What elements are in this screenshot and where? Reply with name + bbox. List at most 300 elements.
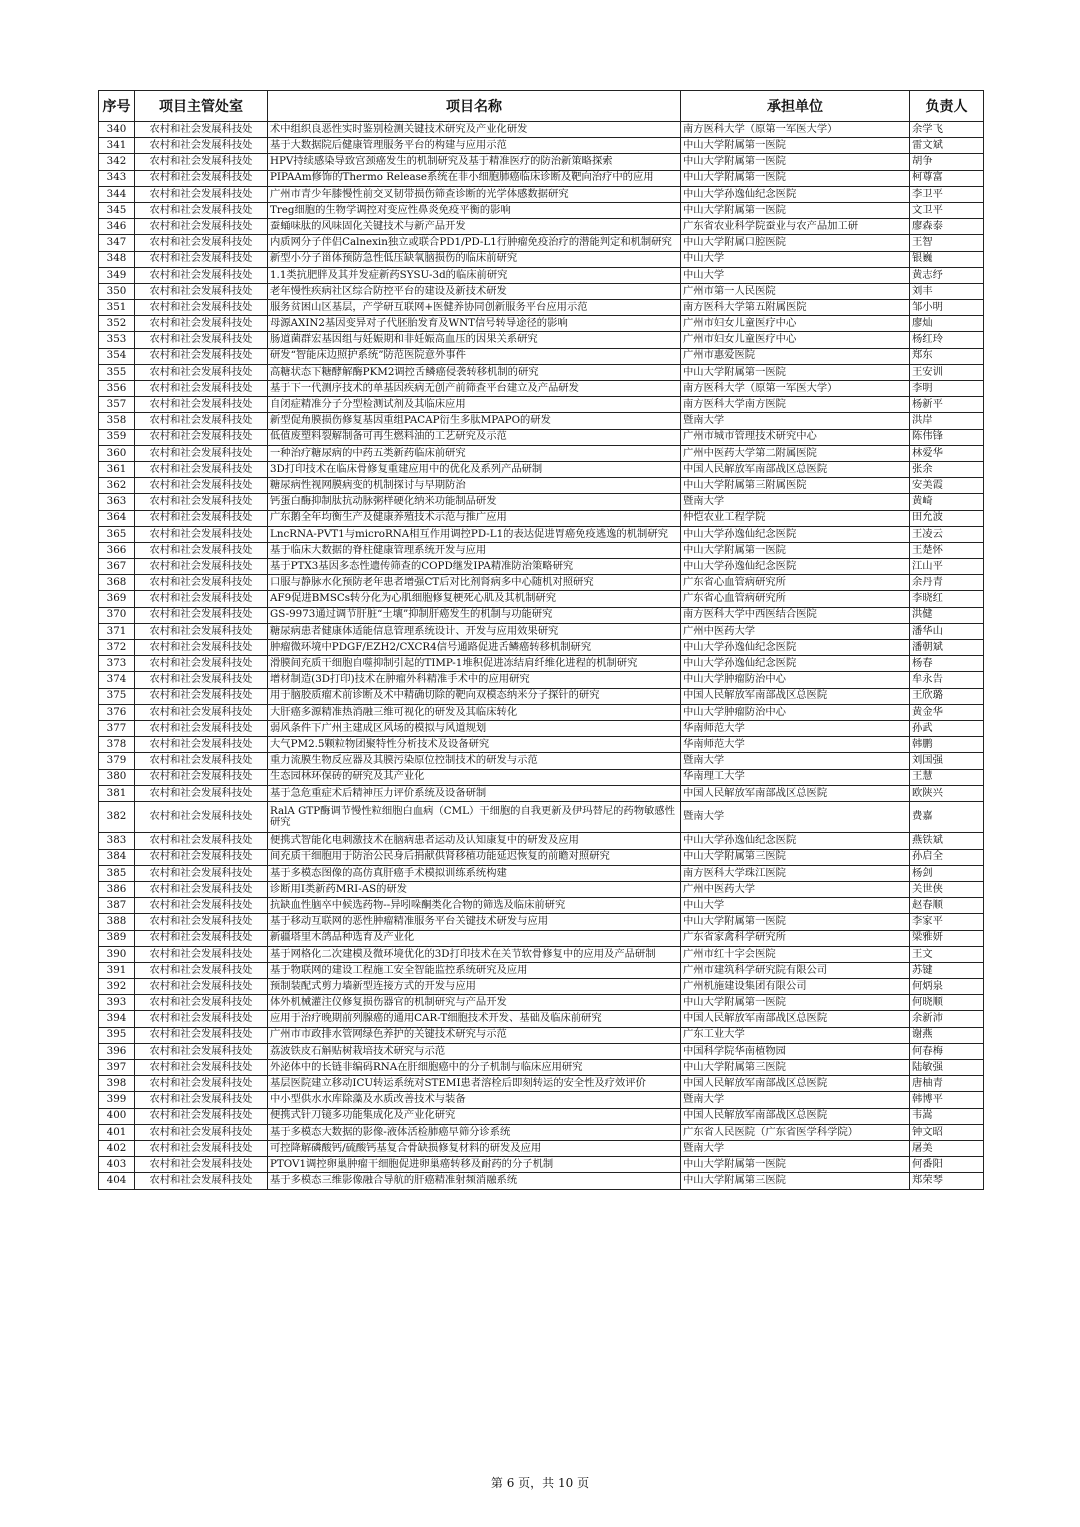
cell-dept: 农村和社会发展科技处	[135, 542, 268, 558]
cell-dept: 农村和社会发展科技处	[135, 591, 268, 607]
cell-dept: 农村和社会发展科技处	[135, 429, 268, 445]
cell-project-name: 服务贫困山区基层，产学研互联网+医健养协同创新服务平台应用示范	[268, 300, 681, 316]
table-row	[99, 1124, 984, 1140]
cell-organization: 南方医科大学（原第一军医大学）	[681, 122, 910, 138]
cell-organization: 广州市第一人民医院	[681, 283, 910, 299]
cell-project-name: 老年慢性疾病社区综合防控平台的建设及新技术研发	[268, 283, 681, 299]
cell-project-name: 基于物联网的建设工程施工安全智能监控系统研究及应用	[268, 962, 681, 978]
cell-seq: 383	[99, 833, 135, 849]
cell-leader: 苏键	[910, 962, 984, 978]
cell-seq: 349	[99, 267, 135, 283]
cell-project-name: 糖尿病性视网膜病变的机制探讨与早期防治	[268, 478, 681, 494]
cell-organization: 华南师范大学	[681, 737, 910, 753]
cell-dept: 农村和社会发展科技处	[135, 881, 268, 897]
table-row	[99, 737, 984, 753]
cell-seq: 393	[99, 995, 135, 1011]
cell-dept: 农村和社会发展科技处	[135, 154, 268, 170]
cell-organization: 中山大学附属第一医院	[681, 138, 910, 154]
cell-leader: 张余	[910, 461, 984, 477]
cell-dept: 农村和社会发展科技处	[135, 1157, 268, 1173]
cell-leader: 洪健	[910, 607, 984, 623]
cell-organization: 中山大学	[681, 267, 910, 283]
cell-leader: 刘国强	[910, 753, 984, 769]
cell-project-name: 大肝癌多源精准热消融三维可视化的研发及其临床转化	[268, 704, 681, 720]
cell-leader: 田允波	[910, 510, 984, 526]
cell-leader: 欧陕兴	[910, 785, 984, 801]
table-row	[99, 865, 984, 881]
table-row	[99, 914, 984, 930]
cell-dept: 农村和社会发展科技处	[135, 1140, 268, 1156]
cell-project-name: AF9促进BMSCs转分化为心肌细胞修复梗死心肌及其机制研究	[268, 591, 681, 607]
table-row	[99, 397, 984, 413]
cell-leader: 刘丰	[910, 283, 984, 299]
cell-leader: 赵春顺	[910, 898, 984, 914]
cell-organization: 中山大学附属第一医院	[681, 914, 910, 930]
cell-seq: 381	[99, 785, 135, 801]
header-organization: 承担单位	[681, 91, 910, 122]
cell-organization: 中山大学	[681, 251, 910, 267]
cell-organization: 中山大学孙逸仙纪念医院	[681, 640, 910, 656]
cell-leader: 何晓顺	[910, 995, 984, 1011]
cell-dept: 农村和社会发展科技处	[135, 1124, 268, 1140]
cell-seq: 370	[99, 607, 135, 623]
table-row	[99, 122, 984, 138]
cell-project-name: 基于临床大数据的脊柱健康管理系统开发与应用	[268, 542, 681, 558]
table-row	[99, 946, 984, 962]
cell-leader: 黄金华	[910, 704, 984, 720]
cell-organization: 广州中医药大学	[681, 881, 910, 897]
cell-organization: 中国人民解放军南部战区总医院	[681, 461, 910, 477]
cell-organization: 南方医科大学中西医结合医院	[681, 607, 910, 623]
cell-organization: 中山大学孙逸仙纪念医院	[681, 186, 910, 202]
cell-organization: 南方医科大学（原第一军医大学）	[681, 381, 910, 397]
table-row	[99, 785, 984, 801]
cell-seq: 345	[99, 202, 135, 218]
cell-seq: 346	[99, 219, 135, 235]
table-row	[99, 478, 984, 494]
cell-project-name: 3D打印技术在临床骨修复重建应用中的优化及系列产品研制	[268, 461, 681, 477]
cell-project-name: 高糖状态下糖酵解酶PKM2调控舌鳞癌侵袭转移机制的研究	[268, 364, 681, 380]
cell-leader: 洪岸	[910, 413, 984, 429]
table-row	[99, 316, 984, 332]
cell-seq: 356	[99, 381, 135, 397]
table-row	[99, 1043, 984, 1059]
cell-seq: 372	[99, 640, 135, 656]
cell-dept: 农村和社会发展科技处	[135, 930, 268, 946]
cell-dept: 农村和社会发展科技处	[135, 1173, 268, 1189]
page-footer: 第 6 页，共 10 页	[490, 1476, 590, 1490]
cell-leader: 胡争	[910, 154, 984, 170]
cell-organization: 广州中医药大学	[681, 623, 910, 639]
cell-project-name: PTOV1调控卵巢肿瘤干细胞促进卵巢癌转移及耐药的分子机制	[268, 1157, 681, 1173]
cell-organization: 暨南大学	[681, 413, 910, 429]
cell-dept: 农村和社会发展科技处	[135, 672, 268, 688]
cell-organization: 中山大学附属第一医院	[681, 154, 910, 170]
cell-dept: 农村和社会发展科技处	[135, 445, 268, 461]
cell-dept: 农村和社会发展科技处	[135, 251, 268, 267]
cell-organization: 中山大学附属第三医院	[681, 1060, 910, 1076]
cell-leader: 余丹青	[910, 575, 984, 591]
cell-seq: 352	[99, 316, 135, 332]
cell-project-name: 肿瘤微环境中PDGF/EZH2/CXCR4信号通路促进舌鳞癌转移机制研究	[268, 640, 681, 656]
cell-project-name: 基于多模态大数据的影像-液体活检肺癌早筛分诊系统	[268, 1124, 681, 1140]
cell-dept: 农村和社会发展科技处	[135, 575, 268, 591]
table-row	[99, 332, 984, 348]
cell-dept: 农村和社会发展科技处	[135, 413, 268, 429]
cell-seq: 343	[99, 170, 135, 186]
cell-project-name: 荔波铁皮石斛贴树栽培技术研究与示范	[268, 1043, 681, 1059]
cell-organization: 中山大学附属第一医院	[681, 995, 910, 1011]
cell-leader: 李晓红	[910, 591, 984, 607]
cell-organization: 南方医科大学珠江医院	[681, 865, 910, 881]
cell-leader: 王安训	[910, 364, 984, 380]
cell-organization: 广州市红十字会医院	[681, 946, 910, 962]
table-row	[99, 1140, 984, 1156]
cell-seq: 388	[99, 914, 135, 930]
cell-seq: 400	[99, 1108, 135, 1124]
cell-seq: 398	[99, 1076, 135, 1092]
cell-dept: 农村和社会发展科技处	[135, 865, 268, 881]
cell-leader: 潘华山	[910, 623, 984, 639]
header-leader: 负责人	[910, 91, 984, 122]
cell-dept: 农村和社会发展科技处	[135, 623, 268, 639]
cell-dept: 农村和社会发展科技处	[135, 526, 268, 542]
cell-dept: 农村和社会发展科技处	[135, 461, 268, 477]
cell-dept: 农村和社会发展科技处	[135, 801, 268, 833]
cell-project-name: 母源AXIN2基因变异对子代胚胎发育及WNT信号转导途径的影响	[268, 316, 681, 332]
cell-organization: 暨南大学	[681, 1140, 910, 1156]
cell-project-name: 术中组织良恶性实时鉴别检测关键技术研究及产业化研发	[268, 122, 681, 138]
table-row	[99, 607, 984, 623]
cell-organization: 广州市妇女儿童医疗中心	[681, 316, 910, 332]
cell-seq: 396	[99, 1043, 135, 1059]
cell-project-name: 体外机械灌注仪修复损伤器官的机制研究与产品开发	[268, 995, 681, 1011]
cell-leader: 梁雅妍	[910, 930, 984, 946]
cell-seq: 354	[99, 348, 135, 364]
cell-seq: 394	[99, 1011, 135, 1027]
table-row	[99, 1076, 984, 1092]
table-row	[99, 526, 984, 542]
cell-leader: 黄志纾	[910, 267, 984, 283]
cell-dept: 农村和社会发展科技处	[135, 348, 268, 364]
cell-project-name: 应用于治疗晚期前列腺癌的通用CAR-T细胞技术开发、基础及临床前研究	[268, 1011, 681, 1027]
table-row	[99, 849, 984, 865]
cell-organization: 暨南大学	[681, 753, 910, 769]
cell-leader: 林爱华	[910, 445, 984, 461]
cell-seq: 390	[99, 946, 135, 962]
cell-seq: 353	[99, 332, 135, 348]
cell-project-name: 用于脑胶质瘤术前诊断及术中精确切除的靶向双模态纳米分子探针的研究	[268, 688, 681, 704]
cell-organization: 广州机施建设集团有限公司	[681, 979, 910, 995]
cell-leader: 李卫平	[910, 186, 984, 202]
cell-dept: 农村和社会发展科技处	[135, 979, 268, 995]
cell-seq: 382	[99, 801, 135, 833]
cell-organization: 南方医科大学南方医院	[681, 397, 910, 413]
cell-dept: 农村和社会发展科技处	[135, 1076, 268, 1092]
cell-leader: 江山平	[910, 559, 984, 575]
cell-organization: 华南师范大学	[681, 720, 910, 736]
cell-seq: 387	[99, 898, 135, 914]
table-row	[99, 688, 984, 704]
cell-organization: 中山大学附属第三医院	[681, 849, 910, 865]
cell-seq: 380	[99, 769, 135, 785]
cell-dept: 农村和社会发展科技处	[135, 494, 268, 510]
cell-leader: 安美霞	[910, 478, 984, 494]
table-row	[99, 413, 984, 429]
cell-organization: 广州市妇女儿童医疗中心	[681, 332, 910, 348]
table-row	[99, 801, 984, 833]
cell-organization: 中国人民解放军南部战区总医院	[681, 1076, 910, 1092]
header-dept: 项目主管处室	[135, 91, 268, 122]
cell-seq: 342	[99, 154, 135, 170]
cell-project-name: 钙蛋白酶抑制肽抗动脉粥样硬化纳米功能制品研发	[268, 494, 681, 510]
cell-dept: 农村和社会发展科技处	[135, 1060, 268, 1076]
table-row	[99, 138, 984, 154]
cell-organization: 广东工业大学	[681, 1027, 910, 1043]
cell-seq: 395	[99, 1027, 135, 1043]
cell-leader: 孙启全	[910, 849, 984, 865]
table-row	[99, 364, 984, 380]
table-row	[99, 251, 984, 267]
cell-project-name: 新疆塔里木鸽品种选育及产业化	[268, 930, 681, 946]
table-row	[99, 381, 984, 397]
cell-project-name: LncRNA-PVT1与microRNA相互作用调控PD-L1的表达促进胃癌免疫逃逸的机制研究	[268, 526, 681, 542]
cell-project-name: 抗缺血性脑卒中候选药物--异吲哚酮类化合物的筛选及临床前研究	[268, 898, 681, 914]
cell-organization: 中山大学附属第一医院	[681, 364, 910, 380]
cell-leader: 费嘉	[910, 801, 984, 833]
cell-seq: 363	[99, 494, 135, 510]
cell-seq: 373	[99, 656, 135, 672]
cell-dept: 农村和社会发展科技处	[135, 122, 268, 138]
cell-project-name: 肠道菌群宏基因组与妊娠期和非妊娠高血压的因果关系研究	[268, 332, 681, 348]
cell-project-name: 口服与静脉水化预防老年患者增强CT后对比剂肾病多中心随机对照研究	[268, 575, 681, 591]
cell-seq: 351	[99, 300, 135, 316]
cell-dept: 农村和社会发展科技处	[135, 849, 268, 865]
cell-dept: 农村和社会发展科技处	[135, 995, 268, 1011]
project-table	[98, 90, 984, 1190]
cell-dept: 农村和社会发展科技处	[135, 769, 268, 785]
table-row	[99, 995, 984, 1011]
cell-dept: 农村和社会发展科技处	[135, 186, 268, 202]
cell-organization: 中国人民解放军南部战区总医院	[681, 785, 910, 801]
cell-seq: 402	[99, 1140, 135, 1156]
cell-leader: 黄崎	[910, 494, 984, 510]
cell-project-name: 1.1类抗肥胖及其并发症新药SYSU-3d的临床前研究	[268, 267, 681, 283]
table-row	[99, 930, 984, 946]
cell-organization: 中山大学肿瘤防治中心	[681, 672, 910, 688]
cell-leader: 王欣璐	[910, 688, 984, 704]
cell-leader: 谢燕	[910, 1027, 984, 1043]
cell-dept: 农村和社会发展科技处	[135, 364, 268, 380]
cell-project-name: 可控降解磷酸钙/硫酸钙基复合骨缺损修复材料的研发及应用	[268, 1140, 681, 1156]
cell-dept: 农村和社会发展科技处	[135, 478, 268, 494]
table-row	[99, 833, 984, 849]
cell-organization: 中山大学附属第三附属医院	[681, 478, 910, 494]
cell-project-name: 弱风条件下广州主建成区风场的模拟与风道规划	[268, 720, 681, 736]
cell-leader: 银巍	[910, 251, 984, 267]
cell-dept: 农村和社会发展科技处	[135, 300, 268, 316]
cell-leader: 关世侠	[910, 881, 984, 897]
cell-project-name: 重力流膜生物反应器及其膜污染原位控制技术的研发与示范	[268, 753, 681, 769]
cell-leader: 李家平	[910, 914, 984, 930]
cell-leader: 何春梅	[910, 1043, 984, 1059]
cell-seq: 362	[99, 478, 135, 494]
cell-seq: 386	[99, 881, 135, 897]
cell-seq: 391	[99, 962, 135, 978]
cell-project-name: 基于大数据院后健康管理服务平台的构建与应用示范	[268, 138, 681, 154]
cell-seq: 399	[99, 1092, 135, 1108]
cell-seq: 371	[99, 623, 135, 639]
cell-organization: 广东省心血管病研究所	[681, 575, 910, 591]
cell-project-name: RalA GTP酶调节慢性粒细胞白血病（CML）干细胞的自我更新及伊玛替尼的药物敏感性研究	[268, 801, 681, 833]
cell-organization: 中山大学孙逸仙纪念医院	[681, 656, 910, 672]
cell-leader: 韩鹏	[910, 737, 984, 753]
cell-dept: 农村和社会发展科技处	[135, 1108, 268, 1124]
table-row	[99, 1060, 984, 1076]
cell-dept: 农村和社会发展科技处	[135, 962, 268, 978]
cell-leader: 王楚怀	[910, 542, 984, 558]
cell-seq: 378	[99, 737, 135, 753]
cell-organization: 华南理工大学	[681, 769, 910, 785]
cell-project-name: 基于急危重症术后精神压力评价系统及设备研制	[268, 785, 681, 801]
table-row	[99, 656, 984, 672]
table-body	[99, 122, 984, 1190]
cell-project-name: 诊断用I类新药MRI-AS的研发	[268, 881, 681, 897]
cell-dept: 农村和社会发展科技处	[135, 138, 268, 154]
cell-leader: 余新沛	[910, 1011, 984, 1027]
cell-organization: 广州市城市管理技术研究中心	[681, 429, 910, 445]
cell-leader: 雷文斌	[910, 138, 984, 154]
table-row	[99, 1027, 984, 1043]
cell-organization: 南方医科大学第五附属医院	[681, 300, 910, 316]
table-row	[99, 202, 984, 218]
cell-organization: 中国人民解放军南部战区总医院	[681, 1011, 910, 1027]
table-row	[99, 1173, 984, 1189]
cell-dept: 农村和社会发展科技处	[135, 737, 268, 753]
cell-organization: 广州市建筑科学研究院有限公司	[681, 962, 910, 978]
cell-seq: 376	[99, 704, 135, 720]
cell-project-name: 内质网分子伴侣Calnexin独立或联合PD1/PD-L1行肿瘤免疫治疗的潜能判定和机制研究	[268, 235, 681, 251]
cell-project-name: 基层医院建立移动ICU转运系统对STEMI患者溶栓后即刻转运的安全性及疗效评价	[268, 1076, 681, 1092]
cell-leader: 邹小明	[910, 300, 984, 316]
cell-leader: 杨春	[910, 656, 984, 672]
cell-leader: 韩博平	[910, 1092, 984, 1108]
table-row	[99, 881, 984, 897]
cell-seq: 367	[99, 559, 135, 575]
table-row	[99, 979, 984, 995]
cell-leader: 牟永告	[910, 672, 984, 688]
cell-seq: 377	[99, 720, 135, 736]
header-seq: 序号	[99, 91, 135, 122]
cell-leader: 韦嵩	[910, 1108, 984, 1124]
table-row	[99, 429, 984, 445]
cell-dept: 农村和社会发展科技处	[135, 753, 268, 769]
table-row	[99, 1157, 984, 1173]
table-row	[99, 1092, 984, 1108]
cell-dept: 农村和社会发展科技处	[135, 785, 268, 801]
cell-leader: 文卫平	[910, 202, 984, 218]
table-row	[99, 170, 984, 186]
table-row	[99, 640, 984, 656]
cell-seq: 364	[99, 510, 135, 526]
cell-organization: 中国人民解放军南部战区总医院	[681, 688, 910, 704]
table-row	[99, 186, 984, 202]
cell-seq: 389	[99, 930, 135, 946]
table-row	[99, 591, 984, 607]
cell-leader: 王智	[910, 235, 984, 251]
cell-leader: 郑东	[910, 348, 984, 364]
cell-organization: 中山大学附属第一医院	[681, 202, 910, 218]
cell-organization: 中山大学孙逸仙纪念医院	[681, 833, 910, 849]
cell-organization: 中山大学附属第三医院	[681, 1173, 910, 1189]
cell-dept: 农村和社会发展科技处	[135, 607, 268, 623]
cell-project-name: Treg细胞的生物学调控对变应性鼻炎免疫平衡的影响	[268, 202, 681, 218]
cell-organization: 暨南大学	[681, 494, 910, 510]
table-row	[99, 510, 984, 526]
cell-dept: 农村和社会发展科技处	[135, 720, 268, 736]
cell-dept: 农村和社会发展科技处	[135, 332, 268, 348]
cell-leader: 杨新平	[910, 397, 984, 413]
cell-dept: 农村和社会发展科技处	[135, 833, 268, 849]
cell-leader: 陈伟锋	[910, 429, 984, 445]
table-row	[99, 623, 984, 639]
cell-leader: 王文	[910, 946, 984, 962]
cell-dept: 农村和社会发展科技处	[135, 1027, 268, 1043]
table-row	[99, 494, 984, 510]
cell-seq: 374	[99, 672, 135, 688]
table-row	[99, 445, 984, 461]
table-row	[99, 283, 984, 299]
table-row	[99, 348, 984, 364]
cell-seq: 368	[99, 575, 135, 591]
cell-project-name: 新型促角膜损伤修复基因重组PACAP衍生多肽MPAPO的研发	[268, 413, 681, 429]
cell-dept: 农村和社会发展科技处	[135, 1092, 268, 1108]
cell-project-name: 生态园林环保砖的研究及其产业化	[268, 769, 681, 785]
cell-project-name: 基于移动互联网的恶性肿瘤精准服务平台关键技术研发与应用	[268, 914, 681, 930]
cell-project-name: 滑膜间充质干细胞自噬抑制引起的TIMP-1堆积促进冻结肩纤维化进程的机制研究	[268, 656, 681, 672]
cell-organization: 中山大学附属第一医院	[681, 1157, 910, 1173]
cell-organization: 广东省家禽科学研究所	[681, 930, 910, 946]
cell-leader: 余学飞	[910, 122, 984, 138]
cell-leader: 李明	[910, 381, 984, 397]
cell-seq: 401	[99, 1124, 135, 1140]
cell-organization: 仲恺农业工程学院	[681, 510, 910, 526]
cell-project-name: 基于多模态图像的高仿真肝癌手术模拟训练系统构建	[268, 865, 681, 881]
cell-dept: 农村和社会发展科技处	[135, 202, 268, 218]
cell-dept: 农村和社会发展科技处	[135, 170, 268, 186]
cell-organization: 广东省农业科学院蚕业与农产品加工研	[681, 219, 910, 235]
cell-organization: 广东省心血管病研究所	[681, 591, 910, 607]
cell-leader: 廖灿	[910, 316, 984, 332]
cell-project-name: 一种治疗糖尿病的中药五类新药临床前研究	[268, 445, 681, 461]
cell-seq: 350	[99, 283, 135, 299]
cell-dept: 农村和社会发展科技处	[135, 898, 268, 914]
table-row	[99, 300, 984, 316]
cell-leader: 钟文昭	[910, 1124, 984, 1140]
cell-project-name: 基于网格化二次建模及微环境优化的3D打印技术在关节软骨修复中的应用及产品研制	[268, 946, 681, 962]
cell-dept: 农村和社会发展科技处	[135, 219, 268, 235]
cell-seq: 375	[99, 688, 135, 704]
cell-dept: 农村和社会发展科技处	[135, 283, 268, 299]
cell-leader: 杨红玲	[910, 332, 984, 348]
cell-project-name: 中小型供水水库除藻及水质改善技术与装备	[268, 1092, 681, 1108]
cell-seq: 341	[99, 138, 135, 154]
cell-organization: 中山大学附属第一医院	[681, 170, 910, 186]
cell-dept: 农村和社会发展科技处	[135, 559, 268, 575]
cell-project-name: 新型小分子甾体预防急性低压缺氧脑损伤的临床前研究	[268, 251, 681, 267]
cell-seq: 361	[99, 461, 135, 477]
cell-project-name: 广州市市政排水管网绿色养护的关键技术研究与示范	[268, 1027, 681, 1043]
